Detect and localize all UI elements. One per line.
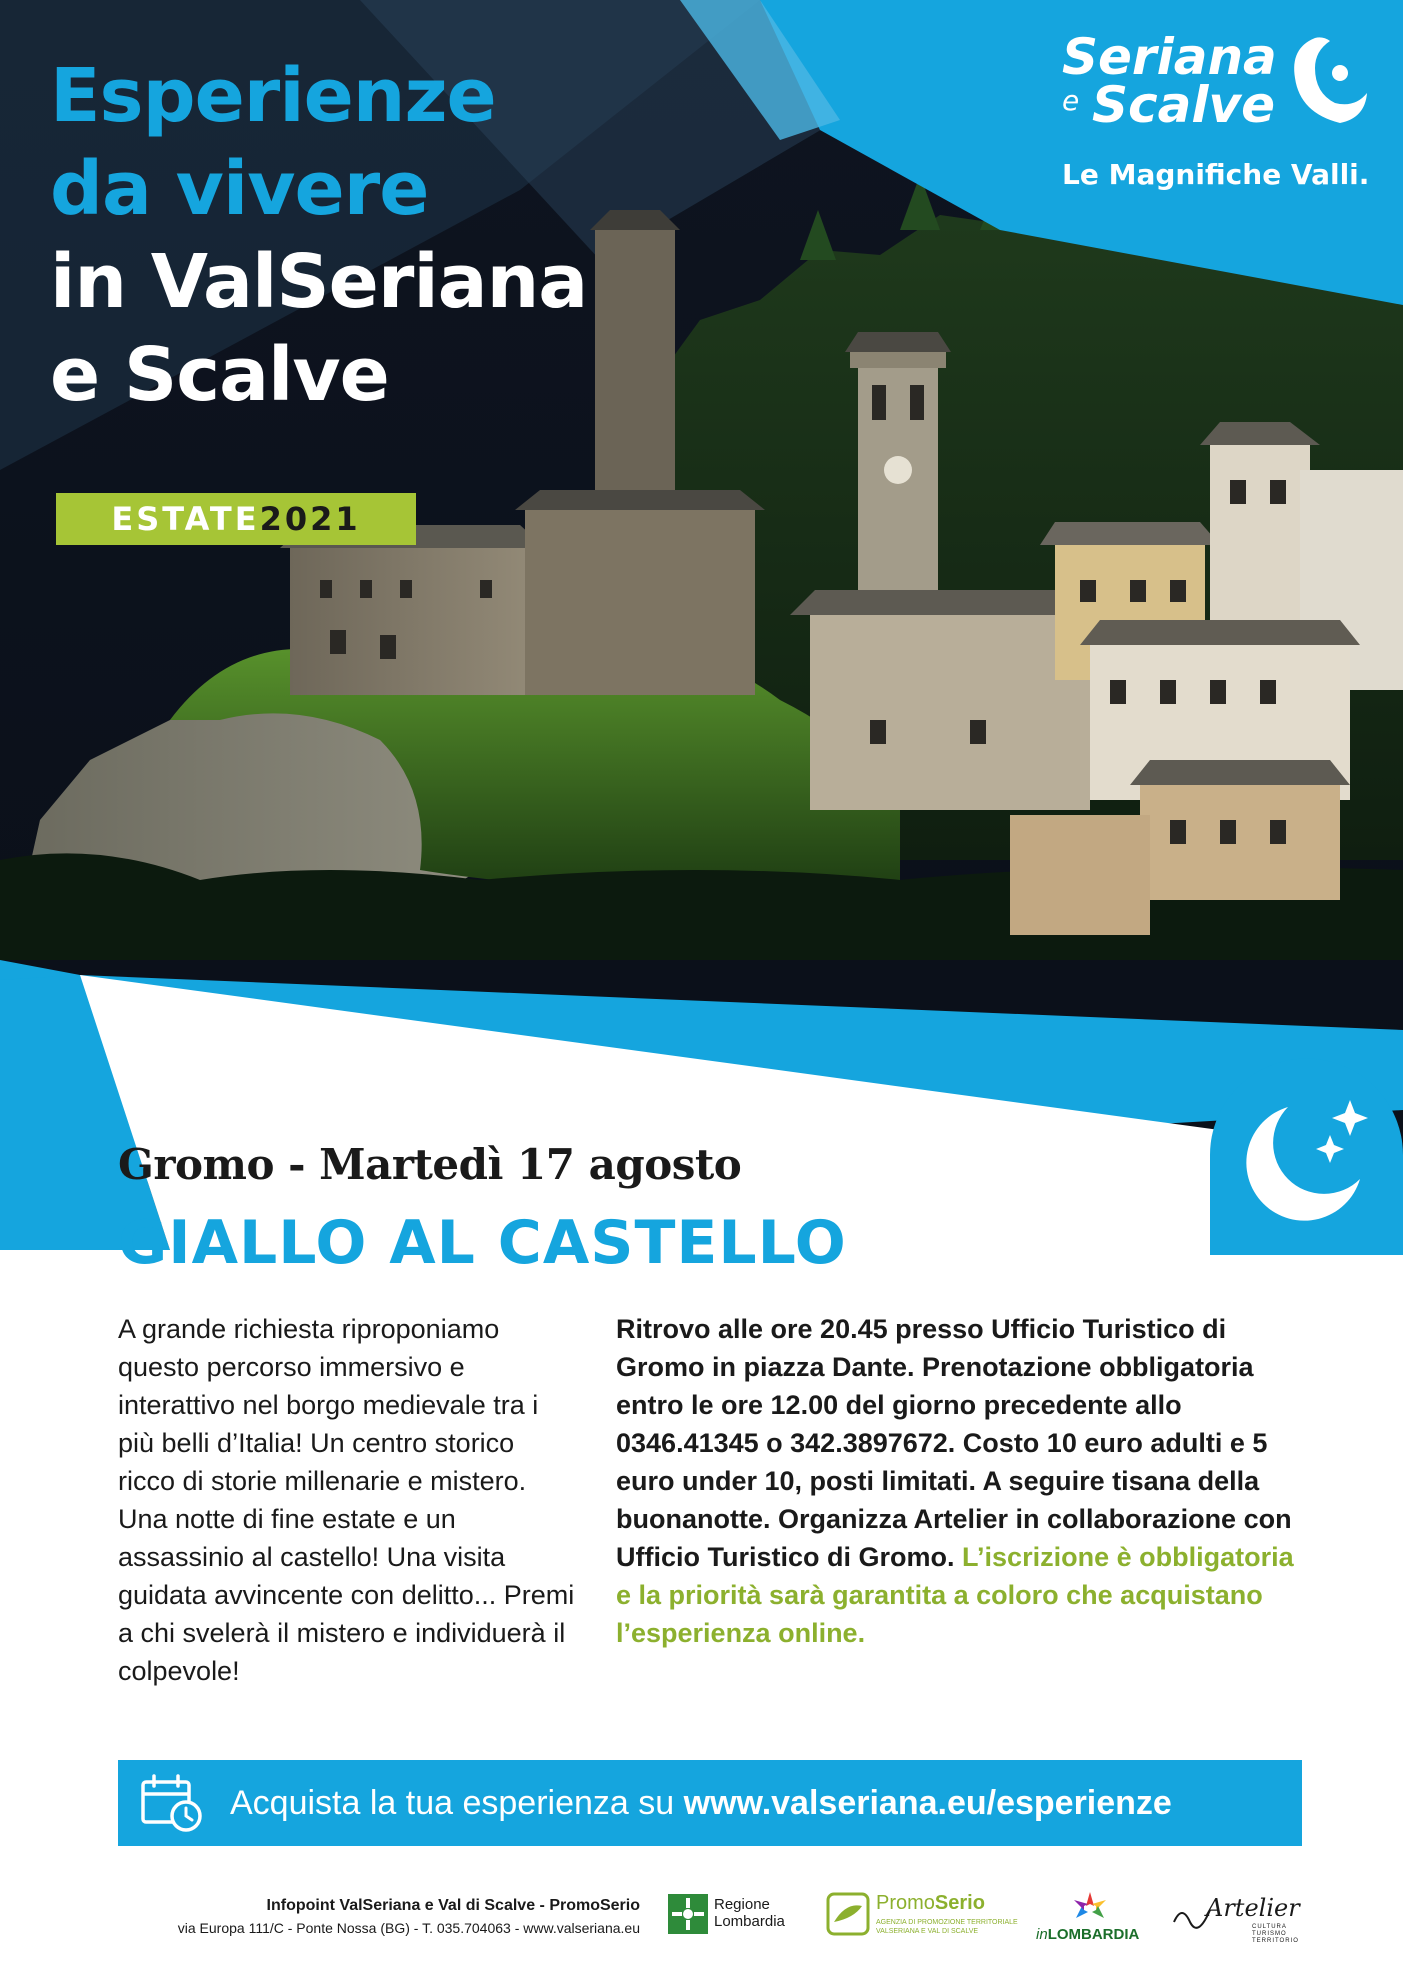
footer-contact: [100, 1895, 640, 1939]
event-info-text: Ritrovo alle ore 20.45 presso Ufficio Turistico di Gromo in piazza Dante. Prenotazione obbligatoria entro le ore 12.00 del giorno precedente allo 0346.41345 o 342.3897672. Costo 10 euro adulti e 5 euro under 10, posti limitati. A seguire tisana della buonanotte. Organizza Artelier in collaborazione con Ufficio Turistico di Gromo.: [616, 1314, 1292, 1572]
brand-logo: [1060, 28, 1380, 208]
inlombardia-logo: [1032, 1890, 1152, 1950]
title-line-3: in ValSeriana: [50, 239, 588, 325]
event-info-highlight: L’iscrizione è obbligatoria e la priorità sarà garantita a coloro che acquistano l’esperienza online.: [616, 1542, 1294, 1648]
promoserio-sub-1: AGENZIA DI PROMOZIONE TERRITORIALE: [876, 1919, 1018, 1926]
footer-address: via Europa 111/C - Ponte Nossa (BG) - T. 035.704063 - www.valseriana.eu: [177, 1920, 640, 1936]
season-year: 2021: [259, 500, 361, 538]
mountain-moon-icon: [1285, 33, 1370, 133]
event-description: A grande richiesta riproponiamo questo percorso immersivo e interattivo nel borgo medievale tra i più belli d’Italia! Un centro storico ricco di storie millenarie e mistero. Una notte di fine estate e un assassinio al castello! Una visita guidata avvincente con delitto... Premi a chi svelerà il mistero e individuerà il colpevole!: [118, 1314, 575, 1686]
logo-line-3: Scalve: [1092, 76, 1276, 134]
promoserio-icon: [826, 1892, 870, 1936]
regione-line-2: Lombardia: [714, 1913, 785, 1930]
purchase-text: [230, 1760, 1172, 1846]
moon-icon: [1210, 1055, 1403, 1255]
promoserio-name-a: Promo: [876, 1892, 935, 1914]
event-title: GIALLO AL CASTELLO: [118, 1208, 847, 1278]
logo-tagline: Le Magnifiche Valli.: [1062, 158, 1370, 191]
purchase-banner[interactable]: [118, 1760, 1302, 1846]
artelier-sub-3: TERRITORIO: [1252, 1938, 1299, 1944]
season-badge: [56, 493, 416, 545]
artelier-sub-2: TURISMO: [1252, 1931, 1287, 1937]
event-subtitle: Gromo - Martedì 17 agosto: [118, 1140, 742, 1189]
event-info: [616, 1310, 1296, 1652]
inlombardia-name: LOMBARDIA: [1047, 1926, 1140, 1943]
logo-line-1: Seriana: [1062, 28, 1277, 86]
promoserio-sub-2: VALSERIANA E VAL DI SCALVE: [876, 1928, 979, 1935]
regione-lombardia-icon: [668, 1894, 708, 1934]
purchase-label: Acquista la tua esperienza su: [230, 1784, 675, 1822]
title-line-2: da vivere: [50, 146, 429, 232]
inlombardia-prefix: in: [1036, 1926, 1048, 1943]
regione-line-1: Regione: [714, 1896, 770, 1913]
artelier-name: Artelier: [1206, 1894, 1300, 1922]
calendar-clock-icon: [140, 1774, 204, 1834]
title-line-1: Esperienze: [50, 53, 496, 139]
artelier-sub-1: CULTURA: [1252, 1924, 1287, 1930]
experience-link[interactable]: www.valseriana.eu/esperienze: [683, 1784, 1172, 1822]
footer-org: Infopoint ValSeriana e Val di Scalve - PromoSerio: [266, 1897, 640, 1914]
title-line-4: e Scalve: [50, 332, 389, 418]
promoserio-name-b: Serio: [934, 1892, 985, 1914]
logo-line-2: e: [1062, 84, 1080, 117]
regione-lombardia-logo: [668, 1890, 808, 1950]
inlombardia-icon: [1070, 1890, 1110, 1926]
artelier-logo: [1172, 1890, 1312, 1950]
promoserio-logo: [826, 1890, 1016, 1950]
season-label: ESTATE: [111, 500, 260, 538]
